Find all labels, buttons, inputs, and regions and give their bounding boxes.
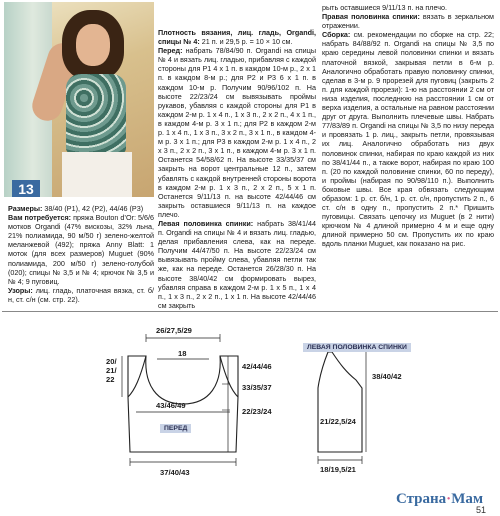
- left-back-text: набрать 38/41/44 п. Organdi на спицы № 4 и вязать лиц. гладью, делая прибавления слева, как на переде. Получим 44/47/50 п. На высоте 22/23/24 см вывязывать пройму слева, убавляя петли так же, как на переде. Останется 26/28/30 п. На высоте 38/40/42 см формировать вырез, убавляя справа в каждом 2-м р. 1 х 5 п., 1 х 4 п., 1 х 3 п., 2 х 2 п., 1 х 1 п. На высоте 42/44/46 см закрыть: [158, 218, 316, 310]
- sizes-label: Размеры:: [8, 204, 43, 213]
- patterns-text: лиц. гладь, платочная вязка, ст. б/н, ст. с/н (см. стр. 22).: [8, 285, 154, 304]
- site-watermark: [396, 491, 483, 508]
- materials-column: [8, 204, 154, 304]
- dim-chest-width: 43/46/49: [156, 401, 186, 410]
- dim-neck-center: 18: [178, 349, 187, 358]
- instructions-column: [158, 28, 316, 310]
- model-number-badge: 13: [12, 180, 40, 197]
- back-piece-label: ЛЕВАЯ ПОЛОВИНКА СПИНКИ: [303, 343, 411, 352]
- density-label: Плотность вязания, лиц. гладь, Organdi, спицы № 4:: [158, 28, 316, 47]
- assembly-label: Сборка:: [322, 30, 351, 40]
- page-number: 51: [476, 505, 487, 515]
- left-back-label: Левая половинка спинки:: [158, 218, 254, 228]
- front-text: набрать 78/84/90 п. Organdi на спицы № 4 и вязать лиц. гладью, прибавляя с каждой стороны для Р1 4 х 1 п. в каждом 10-м р., 2 х 1 п. в каждом 8-м р.; для Р2 и Р3 6 х 1 п. в каждом 10-м р. Получим 90/96/102 п. На высоте 22/23/24 см вывязывать проймы рукавов, убавляя с каждой стороны для Р1 в каждом 2-м р. 1 х 4 п., 1 х 3 п., 2 х 2 п., 4 х 1 п., в каждом 4-м р. 3 х 1 п.; для Р2 в каждом 2-м р. 1 х 4 п., 1 х 3 п., 3 х 2 п., 3 х 1 п., в каждом 4-м р. 3 х 1 п.; для Р3 в каждом 2-м р. 1 х 4 п., 2 х 3 п., 2 х 2 п., 3 х 1 п., в каждом 4-м р. 3 х 1 п. Останется 54/58/62 п. На высоте 33/35/37 см закрыть на ворот центральные 12 п., затем убавлять с каждой внутренней стороны ворота в каждом 2-м р. 1 х 3 п., 2 х 2 п., 5 х 1 п. Останется 9/11/13 п. на высоте 42/44/46 см закрыть оставшиеся 9/11/13 п. на каждое плечо.: [158, 46, 316, 219]
- density-text: 21 п. и 29,5 р. = 10 × 10 см.: [199, 37, 293, 47]
- watermark-text: Страна: [396, 491, 447, 507]
- front-piece-label: ПЕРЕД: [160, 424, 191, 433]
- pattern-diagram: [0, 312, 500, 492]
- watermark-text2: Мам: [451, 491, 484, 507]
- back-outline: [318, 352, 362, 452]
- right-back-text: вязать в зеркальном отражении.: [322, 12, 495, 31]
- dim-neck-top: 26/27,5/29: [156, 326, 192, 335]
- materials-text: пряжа Bouton d’Or: 5/6/6 мотков Organdi (47% вискозы, 32% льна, 21% полиамида, 90 м/50 г) зелено-желтой меланжевой (492); пряжа Anny Blatt: 1 моток (для всех размеров) Muguet (90% полиамида, 200 м/50 г) зелено-голубой (020); спицы № 3,5 и № 4; крючок № 3,5 и № 4; 9 пуговиц.: [8, 213, 154, 286]
- dim-armhole-height: 22/23/24: [242, 407, 272, 416]
- watermark-dot: ·: [446, 491, 452, 507]
- dim-bottom-width: 37/40/43: [160, 468, 190, 477]
- dim-left-side: 20/ 21/ 22: [106, 357, 117, 384]
- dim-back-height: 38/40/42: [372, 372, 402, 381]
- right-back-label: Правая половинка спинки:: [322, 12, 420, 22]
- assembly-text: см. рекомендации по сборке на стр. 22; набрать 84/88/92 п. Organdi на спицы № 3,5 по краю середины левой половинки спинки и вязать платочной вязкой, закрывая петли в 6-м р. Аналогично обработать правую половинку спинки, сделав в 3-м р. 9 прорезей для пуговиц (закрыть 2 п. для каждой прорези): 1-ю на расстоянии 2 см от низа изделия, последнюю на расстоянии 1 см от верха изделия, а остальные на равном расстоянии друг от друга. Выполнить плечевые швы. Набрать 77/83/89 п. Organdi на спицы № 3,5 по низу переда и провязать 1 р. лиц., закрыть петли, провязывая их лиц. Аналогично обработать низ двух половинок спинки, набирая по краю каждой из них по 38/41/44 п., а также ворот, набирая по краю 100 п. (20 по каждой половинке спинки, 60 по переду), и проймы (набирая по 90/98/110 п.). Выполнить боковые швы. Все края обвязать следующим образом: 1 р. ст. б/н, 1 р. ст. с/н, пропустить 2 п., 6 ст. с/н в одну п., пропустить 2 п.* Пришить пуговицы. Связать цепочку из Muguet (в 2 нити) крючком № 4 длиной примерно 4 м и еще одну длиной примерно 50 см. Пропустить их по краю вдоль планки Muguet, как показано на рис.: [322, 30, 494, 249]
- continued-text: рыть оставшиеся 9/11/13 п. на плечо.: [322, 3, 447, 12]
- front-label: Перед:: [158, 46, 183, 56]
- materials-label: Вам потребуется:: [8, 213, 72, 223]
- sizes-text: 38/40 (P1), 42 (P2), 44/46 (P3): [42, 204, 144, 213]
- dim-height-total: 42/44/46: [242, 362, 272, 371]
- model-photo: [4, 2, 154, 197]
- assembly-column: [322, 3, 494, 249]
- dim-back-armhole: 21/22,5/24: [320, 417, 356, 426]
- dim-back-bottom: 18/19,5/21: [320, 465, 356, 474]
- dim-neck-depth: 33/35/37: [242, 383, 272, 392]
- patterns-label: Узоры:: [8, 285, 33, 295]
